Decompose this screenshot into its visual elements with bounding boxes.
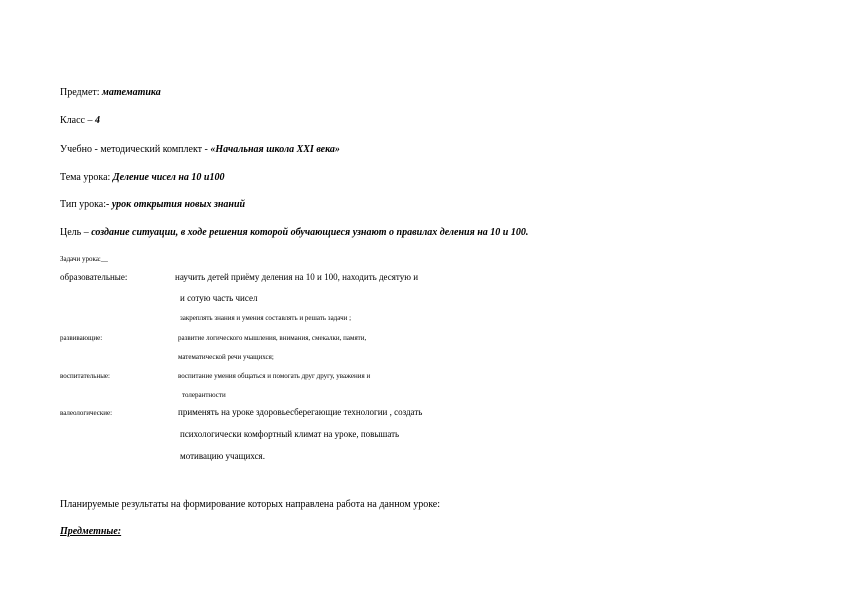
topic-value: Деление чисел на 10 и100 bbox=[112, 172, 225, 183]
upbringing-line-2: толерантности bbox=[182, 391, 226, 399]
developing-line-2: математической речи учащихся; bbox=[178, 353, 274, 361]
educational-line-3: закреплять знания и умения составлять и решать задачи ; bbox=[180, 314, 352, 322]
goal-line bbox=[60, 228, 528, 238]
grade-value: 4 bbox=[94, 115, 100, 126]
planned-results: Планируемые результаты на формирование которых направлена работа на данном уроке: bbox=[60, 499, 441, 510]
health-line-2: психологически комфортный климат на уроке, повышать bbox=[180, 429, 400, 439]
upbringing-label: воспитательные: bbox=[60, 372, 110, 380]
tasks-heading: Задачи урока:__ bbox=[60, 255, 108, 263]
developing-label: развивающие: bbox=[60, 334, 103, 342]
type-label: Тип урока: bbox=[60, 199, 106, 210]
subject-label: Предмет: bbox=[60, 87, 100, 98]
developing-line-1: развитие логического мышления, внимания, смекалки, памяти, bbox=[178, 334, 367, 342]
upbringing-line-1: воспитание умения общаться и помогать друг другу, уважения и bbox=[178, 372, 371, 380]
subject-value: математика bbox=[102, 87, 161, 98]
subject-results-heading: Предметные: bbox=[60, 526, 122, 537]
health-line-1: применять на уроке здоровьесберегающие технологии , создать bbox=[178, 407, 423, 417]
kit-label: Учебно - методический комплект - bbox=[60, 144, 208, 155]
educational-line-1: научить детей приёму деления на 10 и 100, находить десятую и bbox=[175, 272, 419, 282]
goal-label: Цель – bbox=[60, 227, 89, 238]
type-line bbox=[60, 200, 245, 210]
kit-line bbox=[60, 145, 340, 155]
health-line-3: мотивацию учащихся. bbox=[180, 451, 265, 461]
topic-line bbox=[60, 173, 225, 183]
grade-line bbox=[60, 116, 100, 126]
subject-line bbox=[60, 88, 161, 98]
topic-label: Тема урока: bbox=[60, 172, 111, 183]
grade-label: Класс – bbox=[60, 115, 93, 126]
goal-value: создание ситуации, в ходе решения которой обучающиеся узнают о правилах деления на 10 и 100. bbox=[91, 227, 529, 238]
kit-value: «Начальная школа XXI века» bbox=[210, 144, 340, 155]
health-label: валеологические: bbox=[60, 409, 113, 417]
type-value: - урок открытия новых знаний bbox=[106, 199, 246, 210]
educational-line-2: и сотую часть чисел bbox=[180, 293, 258, 303]
educational-label: образовательные: bbox=[60, 272, 128, 282]
